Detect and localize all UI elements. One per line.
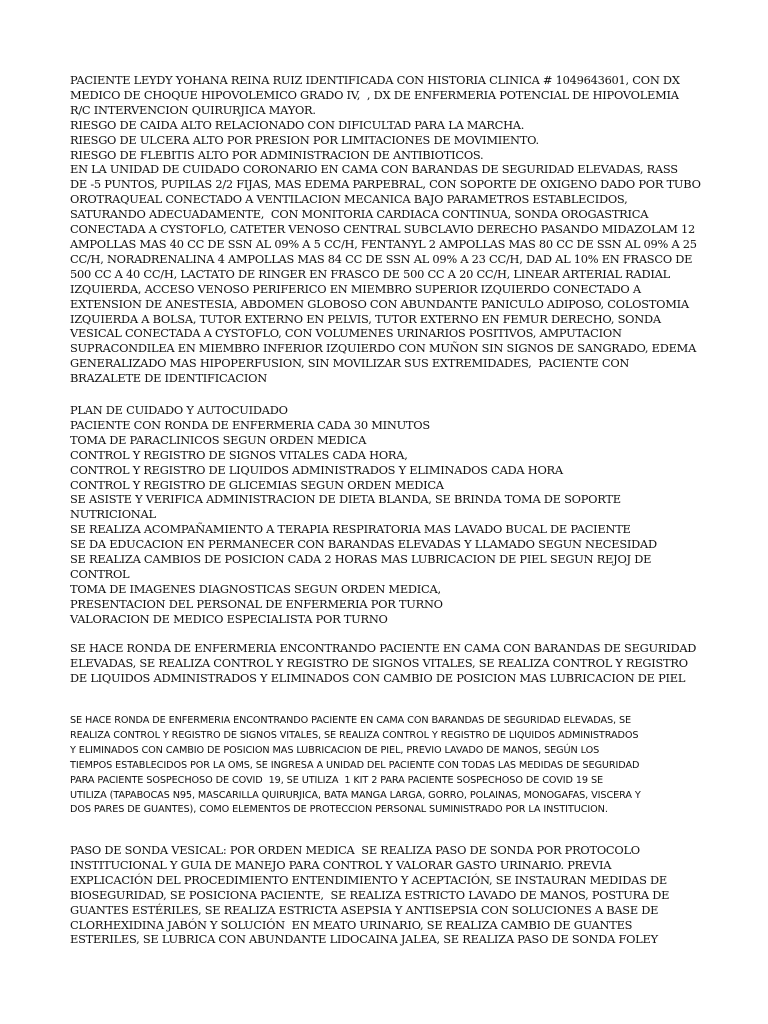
text-line: SE REALIZA ACOMPAÑAMIENTO A TERAPIA RESPIRATORIA MAS LAVADO BUCAL DE PACIENTE — [70, 522, 631, 537]
text-line: SE REALIZA CAMBIOS DE POSICION CADA 2 HORAS MAS LUBRICACION DE PIEL SEGUN REJOJ DE — [70, 552, 652, 567]
text-line: VALORACION DE MEDICO ESPECIALISTA POR TURNO — [70, 611, 388, 626]
text-line: SE DA EDUCACION EN PERMANECER CON BARANDAS ELEVADAS Y LLAMADO SEGUN NECESIDAD — [70, 537, 657, 552]
text-line: DE -5 PUNTOS, PUPILAS 2/2 FIJAS, MAS EDEMA PARPEBRAL, CON SOPORTE DE OXIGENO DADO POR TUBO — [70, 177, 701, 192]
text-line: PASO DE SONDA VESICAL: POR ORDEN MEDICA SE REALIZA PASO DE SONDA POR PROTOCOLO — [70, 843, 640, 857]
text-line: PACIENTE LEYDY YOHANA REINA RUIZ IDENTIFICADA CON HISTORIA CLINICA # 1049643601, CON DX — [70, 73, 680, 87]
text-line: SATURANDO ADECUADAMENTE, CON MONITORIA CARDIACA CONTINUA, SONDA OROGASTRICA — [70, 207, 649, 222]
text-line: TOMA DE PARACLINICOS SEGUN ORDEN MEDICA — [70, 432, 367, 447]
text-line: ELEVADAS, SE REALIZA CONTROL Y REGISTRO DE SIGNOS VITALES, SE REALIZA CONTROL Y REGISTRO — [70, 655, 688, 670]
text-line: R/C INTERVENCION QUIRURJICA MAYOR. — [70, 102, 316, 117]
text-line: IZQUIERDA, ACCESO VENOSO PERIFERICO EN MIEMBRO SUPERIOR IZQUIERDO CONECTADO A — [70, 281, 641, 296]
text-line: CONTROL Y REGISTRO DE SIGNOS VITALES CADA HORA, — [70, 447, 408, 462]
text-line: GENERALIZADO MAS HIPOPERFUSION, SIN MOVILIZAR SUS EXTREMIDADES, PACIENTE CON — [70, 356, 630, 371]
text-line: VESICAL CONECTADA A CYSTOFLO, CON VOLUMENES URINARIOS POSITIVOS, AMPUTACION — [70, 326, 622, 341]
text-line: DE LIQUIDOS ADMINISTRADOS Y ELIMINADOS CON CAMBIO DE POSICION MAS LUBRICACION DE PIEL — [70, 670, 686, 685]
text-line: DOS PARES DE GUANTES), COMO ELEMENTOS DE PROTECCION PERSONAL SUMINISTRADO POR LA INSTITUCION. — [70, 804, 608, 816]
round-note-detailed-block — [70, 714, 710, 818]
text-line: BIOSEGURIDAD, SE POSICIONA PACIENTE, SE REALIZA ESTRICTO LAVADO DE MANOS, POSTURA DE — [70, 887, 670, 902]
text-line: SE HACE RONDA DE ENFERMERIA ENCONTRANDO PACIENTE EN CAMA CON BARANDAS DE SEGURIDAD — [70, 641, 697, 655]
text-line: CONTROL — [70, 566, 130, 581]
text-line: IZQUIERDA A BOLSA, TUTOR EXTERNO EN PELVIS, TUTOR EXTERNO EN FEMUR DERECHO, SONDA — [70, 311, 661, 326]
text-line: CONTROL Y REGISTRO DE LIQUIDOS ADMINISTRADOS Y ELIMINADOS CADA HORA — [70, 462, 563, 477]
text-line: CLORHEXIDINA JABÓN Y SOLUCIÓN EN MEATO URINARIO, SE REALIZA CAMBIO DE GUANTES — [70, 917, 633, 932]
text-line: PARA PACIENTE SOSPECHOSO DE COVID 19, SE UTILIZA 1 KIT 2 PARA PACIENTE SOSPECHOSO DE COVID 19 SE — [70, 774, 604, 786]
text-line: NUTRICIONAL — [70, 507, 156, 522]
text-line: CONECTADA A CYSTOFLO, CATETER VENOSO CENTRAL SUBCLAVIO DERECHO PASANDO MIDAZOLAM 12 — [70, 222, 696, 237]
text-line: OROTRAQUEAL CONECTADO A VENTILACION MECANICA BAJO PARAMETROS ESTABLECIDOS, — [70, 192, 628, 207]
text-line: RIESGO DE FLEBITIS ALTO POR ADMINISTRACION DE ANTIBIOTICOS. — [70, 147, 484, 162]
text-line: AMPOLLAS MAS 40 CC DE SSN AL 09% A 5 CC/H, FENTANYL 2 AMPOLLAS MAS 80 CC DE SSN AL 09% A 25 — [70, 236, 697, 251]
text-line: MEDICO DE CHOQUE HIPOVOLEMICO GRADO IV, , DX DE ENFERMERIA POTENCIAL DE HIPOVOLEMIA — [70, 87, 679, 102]
text-line: TIEMPOS ESTABLECIDOS POR LA OMS, SE INGRESA A UNIDAD DEL PACIENTE CON TODAS LAS MEDIDAS DE SEGURIDAD — [70, 759, 640, 771]
text-line: CONTROL Y REGISTRO DE GLICEMIAS SEGUN ORDEN MEDICA — [70, 477, 444, 492]
text-line: TOMA DE IMAGENES DIAGNOSTICAS SEGUN ORDEN MEDICA, — [70, 581, 441, 596]
text-line: PLAN DE CUIDADO Y AUTOCUIDADO — [70, 403, 288, 417]
text-line: SE HACE RONDA DE ENFERMERIA ENCONTRANDO PACIENTE EN CAMA CON BARANDAS DE SEGURIDAD ELEVADAS, SE — [70, 715, 632, 726]
text-line: SUPRACONDILEA EN MIEMBRO INFERIOR IZQUIERDO CON MUÑON SIN SIGNOS DE SANGRADO, EDEMA — [70, 341, 697, 356]
round-note-block — [70, 641, 710, 686]
text-line: REALIZA CONTROL Y REGISTRO DE SIGNOS VITALES, SE REALIZA CONTROL Y REGISTRO DE LIQUIDOS ADMINISTRADOS — [70, 729, 639, 741]
text-line: Y ELIMINADOS CON CAMBIO DE POSICION MAS LUBRICACION DE PIEL, PREVIO LAVADO DE MANOS, SEGÚN LOS — [70, 744, 600, 756]
text-line: INSTITUCIONAL Y GUIA DE MANEJO PARA CONTROL Y VALORAR GASTO URINARIO. PREVIA — [70, 857, 612, 872]
text-line: UTILIZA (TAPABOCAS N95, MASCARILLA QUIRURJICA, BATA MANGA LARGA, GORRO, POLAINAS, MONOGAFAS, VISCERA Y — [70, 789, 641, 801]
text-line: EXTENSION DE ANESTESIA, ABDOMEN GLOBOSO CON ABUNDANTE PANICULO ADIPOSO, COLOSTOMIA — [70, 296, 689, 311]
care-plan-block — [70, 403, 710, 627]
text-line: PACIENTE CON RONDA DE ENFERMERIA CADA 30 MINUTOS — [70, 417, 430, 432]
text-line: SE ASISTE Y VERIFICA ADMINISTRACION DE DIETA BLANDA, SE BRINDA TOMA DE SOPORTE — [70, 492, 621, 507]
text-line: RIESGO DE ULCERA ALTO POR PRESION POR LIMITACIONES DE MOVIMIENTO. — [70, 132, 539, 147]
text-line: BRAZALETE DE IDENTIFICACION — [70, 371, 267, 386]
assessment-block — [70, 73, 710, 386]
text-line: ESTERILES, SE LUBRICA CON ABUNDANTE LIDOCAINA JALEA, SE REALIZA PASO DE SONDA FOLEY — [70, 932, 658, 947]
text-line: CC/H, NORADRENALINA 4 AMPOLLAS MAS 84 CC DE SSN AL 09% A 23 CC/H, DAD AL 10% EN FRASCO DE — [70, 251, 693, 266]
text-line: 500 CC A 40 CC/H, LACTATO DE RINGER EN FRASCO DE 500 CC A 20 CC/H, LINEAR ARTERIAL RADIAL — [70, 266, 670, 281]
text-line: RIESGO DE CAIDA ALTO RELACIONADO CON DIFICULTAD PARA LA MARCHA. — [70, 117, 525, 132]
catheter-procedure-block — [70, 843, 710, 947]
text-line: PRESENTACION DEL PERSONAL DE ENFERMERIA POR TURNO — [70, 596, 443, 611]
text-line: GUANTES ESTÉRILES, SE REALIZA ESTRICTA ASEPSIA Y ANTISEPSIA CON SOLUCIONES A BASE DE — [70, 902, 659, 917]
text-line: EXPLICACIÓN DEL PROCEDIMIENTO ENTENDIMIENTO Y ACEPTACIÓN, SE INSTAURAN MEDIDAS DE — [70, 872, 667, 887]
text-line: EN LA UNIDAD DE CUIDADO CORONARIO EN CAMA CON BARANDAS DE SEGURIDAD ELEVADAS, RASS — [70, 162, 678, 177]
